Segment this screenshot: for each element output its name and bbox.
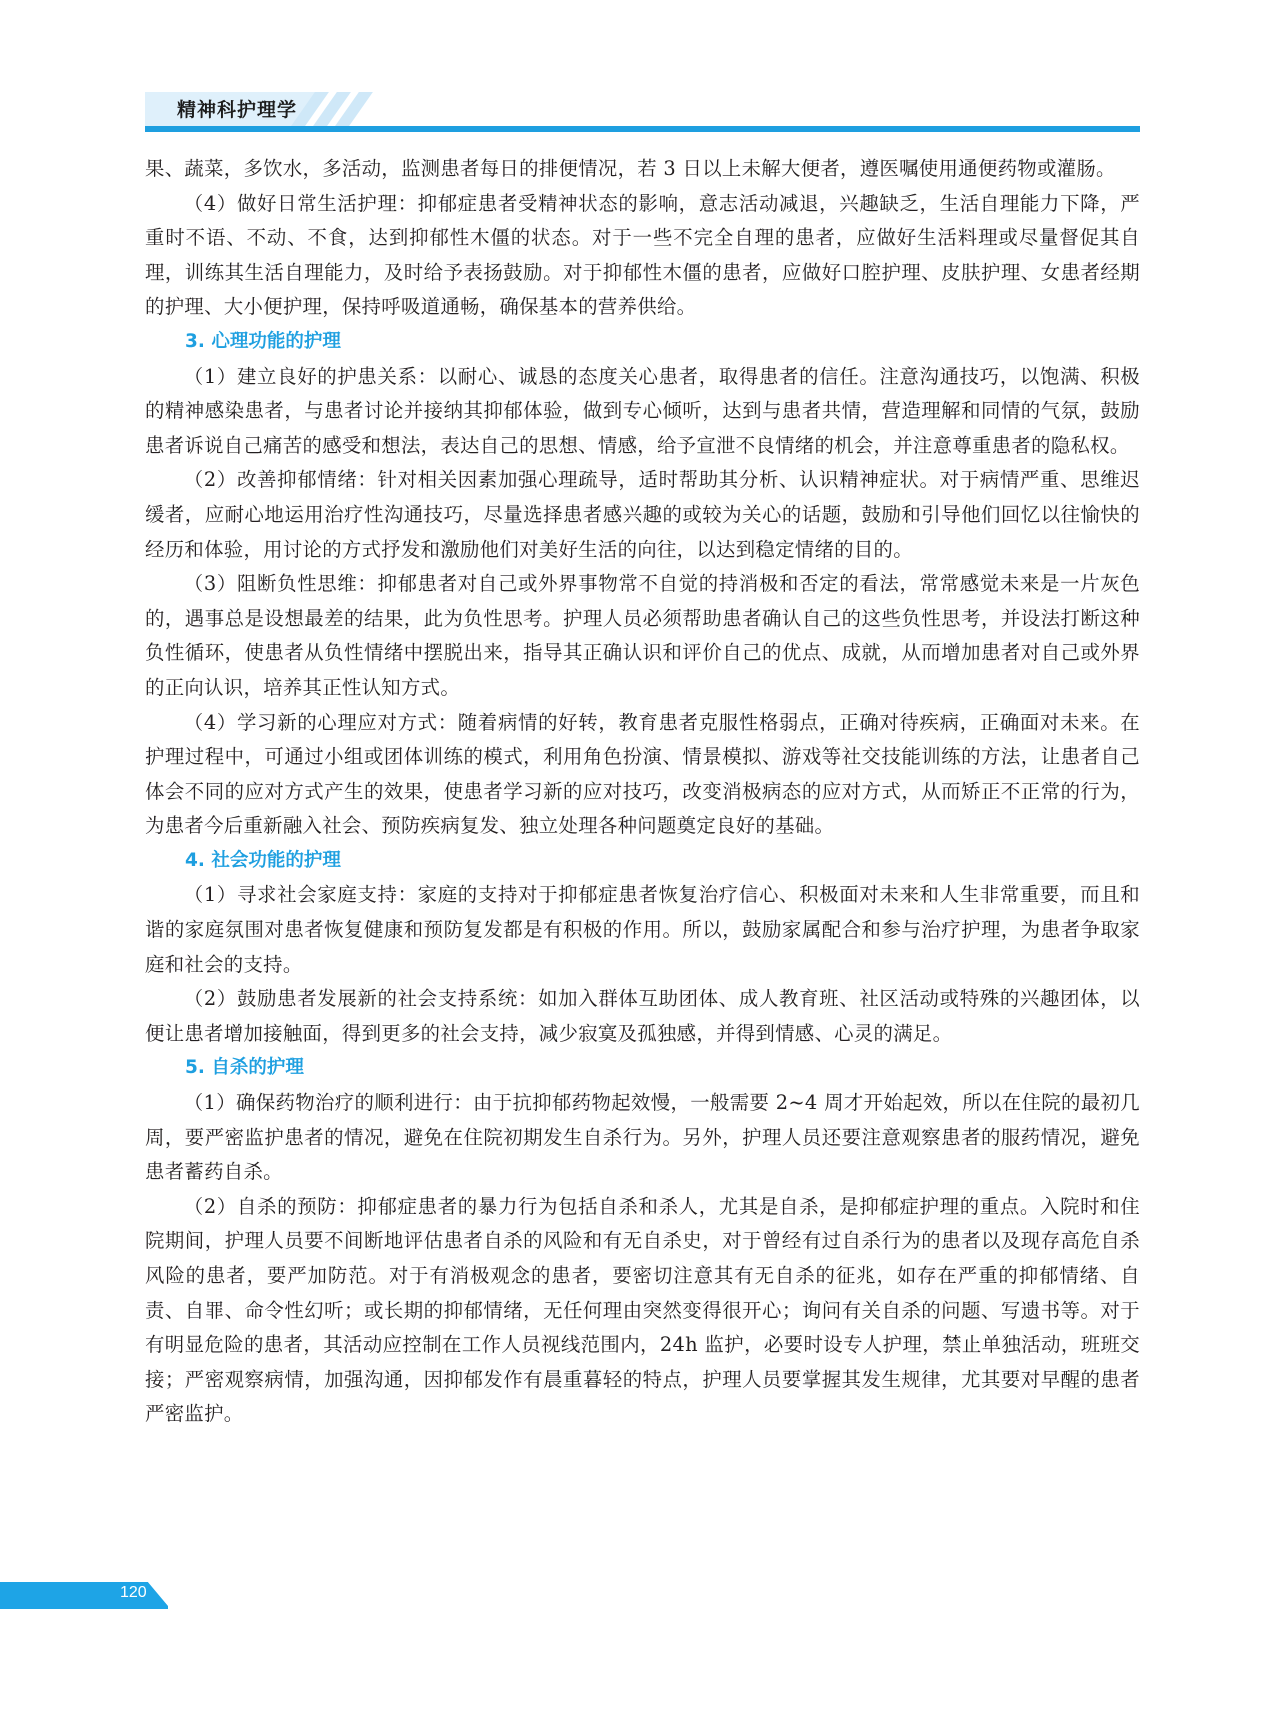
- section-heading-social: 4. 社会功能的护理: [185, 849, 341, 871]
- paragraph-daily-care: （4）做好日常生活护理：抑郁症患者受精神状态的影响，意志活动减退，兴趣缺乏，生活自理能力下降，严重时不语、不动、不食，达到抑郁性木僵的状态。对于一些不完全自理的患者，应做好生活料理或尽量督促其自理，训练其生活自理能力，及时给予表扬鼓励。对于抑郁性木僵的患者，应做好口腔护理、皮肤护理、女患者经期的护理、大小便护理，保持呼吸道通畅，确保基本的营养供给。: [145, 191, 1140, 319]
- paragraph-block-negative-thinking: （3）阻断负性思维：抑郁患者对自己或外界事物常不自觉的持消极和否定的看法，常常感觉未来是一片灰色的，遇事总是设想最差的结果，此为负性思考。护理人员必须帮助患者确认自己的这些负性思考，并设法打断这种负性循环，使患者从负性情绪中摆脱出来，指导其正确认识和评价自己的优点、成就，从而增加患者对自己或外界的正向认识，培养其正性认知方式。: [145, 572, 1140, 699]
- page-number: 120: [120, 1584, 147, 1601]
- paragraph-improve-mood: （2）改善抑郁情绪：针对相关因素加强心理疏导，适时帮助其分析、认识精神症状。对于病情严重、思维迟缓者，应耐心地运用治疗性沟通技巧，尽量选择患者感兴趣的或较为关心的话题，鼓励和引导他们回忆以往愉快的经历和体验，用讨论的方式抒发和激励他们对美好生活的向往，以达到稳定情绪的目的。: [145, 468, 1140, 561]
- footer-rule: [0, 1606, 168, 1609]
- paragraph-continued: 果、蔬菜，多饮水，多活动，监测患者每日的排便情况，若 3 日以上未解大便者，遵医嘱使用通便药物或灌肠。: [145, 157, 1116, 180]
- book-title: 精神科护理学: [177, 99, 298, 121]
- section-heading-suicide: 5. 自杀的护理: [185, 1057, 304, 1079]
- paragraph-social-support-system: （2）鼓励患者发展新的社会支持系统：如加入群体互助团体、成人教育班、社区活动或特殊的兴趣团体，以便让患者增加接触面，得到更多的社会支持，减少寂寞及孤独感，并得到情感、心灵的满足。: [145, 987, 1140, 1045]
- paragraph-suicide-prevention: （2）自杀的预防：抑郁症患者的暴力行为包括自杀和杀人，尤其是自杀，是抑郁症护理的重点。入院时和住院期间，护理人员要不间断地评估患者自杀的风险和有无自杀史，对于曾经有过自杀行为的患者以及现存高危自杀风险的患者，要严加防范。对于有消极观念的患者，要密切注意其有无自杀的征兆，如存在严重的抑郁情绪、自责、自罪、命令性幻听；或长期的抑郁情绪，无任何理由突然变得很开心；询问有关自杀的问题、写遗书等。对于有明显危险的患者，其活动应控制在工作人员视线范围内，24h 监护，必要时设专人护理，禁止单独活动，班班交接；严密观察病情，加强沟通，因抑郁发作有晨重暮轻的特点，护理人员要掌握其发生规律，尤其要对早醒的患者严密监护。: [145, 1194, 1140, 1426]
- section-heading-psychological: 3. 心理功能的护理: [185, 330, 341, 352]
- paragraph-medication: （1）确保药物治疗的顺利进行：由于抗抑郁药物起效慢，一般需要 2~4 周才开始起效，所以在住院的最初几周，要严密监护患者的情况，避免在住院初期发生自杀行为。另外，护理人员还要注意观察患者的服药情况，避免患者蓄药自杀。: [145, 1091, 1140, 1184]
- paragraph-family-support: （1）寻求社会家庭支持：家庭的支持对于抑郁症患者恢复治疗信心、积极面对未来和人生非常重要，而且和谐的家庭氛围对患者恢复健康和预防复发都是有积极的作用。所以，鼓励家属配合和参与治疗护理，为患者争取家庭和社会的支持。: [145, 883, 1140, 976]
- page-body: [145, 152, 1140, 1432]
- paragraph-nurse-patient-relation: （1）建立良好的护患关系：以耐心、诚恳的态度关心患者，取得患者的信任。注意沟通技巧，以饱满、积极的精神感染患者，与患者讨论并接纳其抑郁体验，做到专心倾听，达到与患者共情，营造理解和同情的气氛，鼓励患者诉说自己痛苦的感受和想法，表达自己的思想、情感，给予宣泄不良情绪的机会，并注意尊重患者的隐私权。: [145, 364, 1140, 457]
- paragraph-new-coping: （4）学习新的心理应对方式：随着病情的好转，教育患者克服性格弱点，正确对待疾病，正确面对未来。在护理过程中，可通过小组或团体训练的模式，利用角色扮演、情景模拟、游戏等社交技能训练的方法，让患者自己体会不同的应对方式产生的效果，使患者学习新的应对技巧，改变消极病态的应对方式，从而矫正不正常的行为，为患者今后重新融入社会、预防疾病复发、独立处理各种问题奠定良好的基础。: [145, 710, 1140, 838]
- running-header: [145, 92, 1140, 132]
- header-rule: [145, 126, 1140, 132]
